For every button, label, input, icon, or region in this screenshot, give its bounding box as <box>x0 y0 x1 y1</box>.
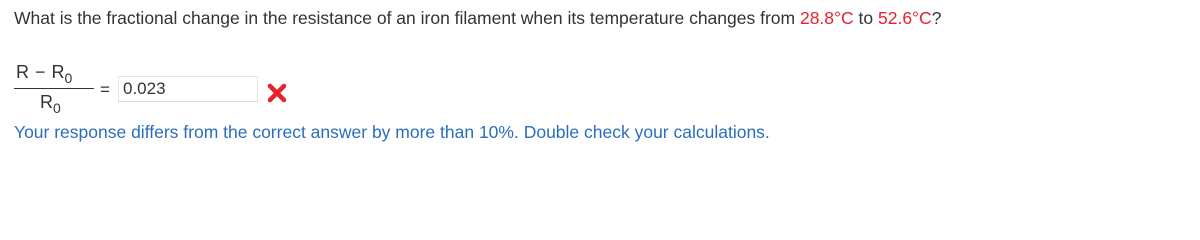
question-connector: to <box>853 8 878 28</box>
feedback-message: Your response differs from the correct answer by more than 10%. Double check your calculations. <box>14 122 770 142</box>
fraction-bar <box>14 88 94 89</box>
question-suffix: ? <box>931 8 942 28</box>
fraction-numerator <box>16 60 72 85</box>
answer-input[interactable] <box>118 76 258 102</box>
fraction-expression <box>14 60 100 120</box>
question-prefix: What is the fractional change in the resistance of an iron filament when its temperature changes from <box>14 8 800 28</box>
denominator-symbol: R <box>40 92 53 112</box>
numerator-symbol: R <box>16 62 29 82</box>
temperature-end: 52.6°C <box>878 8 932 28</box>
denominator-subscript: 0 <box>53 100 61 116</box>
minus-sign: − <box>35 62 46 82</box>
numerator-ref-subscript: 0 <box>64 70 73 86</box>
question-text <box>14 6 941 30</box>
temperature-start: 28.8°C <box>799 8 854 28</box>
fraction-denominator <box>40 90 61 115</box>
x-mark-icon <box>266 82 288 104</box>
numerator-ref-symbol: R <box>51 62 65 82</box>
equals-sign: = <box>100 80 110 99</box>
